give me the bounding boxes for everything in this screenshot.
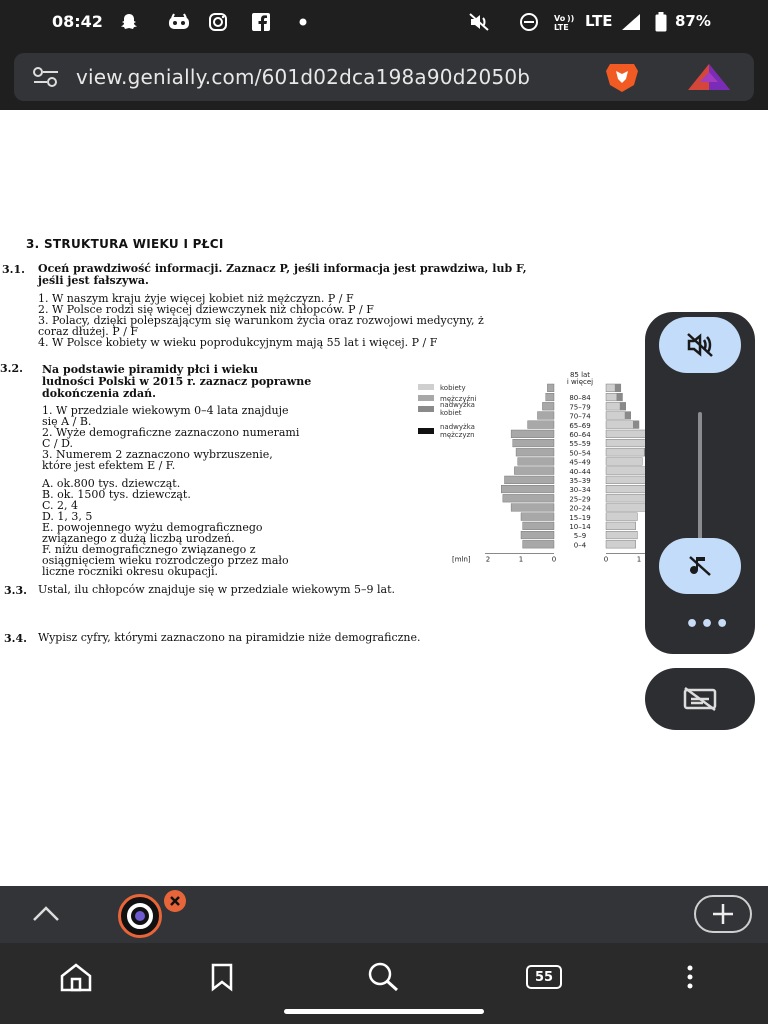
new-tab-button[interactable]: [694, 895, 752, 933]
bar-women: [606, 504, 647, 512]
bookmarks-button[interactable]: [198, 957, 246, 997]
axis-tick-label: 2: [485, 555, 491, 564]
bar-female-surplus: [620, 402, 626, 410]
music-off-icon: [687, 553, 713, 579]
age-label: 5–9: [573, 532, 587, 541]
svg-text:)): )): [567, 14, 575, 23]
tab-strip: [0, 886, 768, 943]
age-label: 0–4: [573, 541, 587, 550]
legend-label: mężczyźni: [440, 395, 477, 403]
bar-women: [606, 458, 642, 466]
close-icon: [169, 895, 181, 907]
bar-men: [514, 467, 554, 475]
status-bar: [0, 0, 768, 44]
live-caption-button[interactable]: [645, 668, 755, 730]
bar-men: [523, 540, 554, 548]
answer-option: B. ok. 1500 tys. dziewcząt.: [42, 488, 191, 501]
instagram-icon: [207, 11, 229, 33]
battery-level: 87%: [675, 12, 711, 30]
statement: 3. Polacy, dzięki polepszającym się warunkom życia oraz rozwojowi medycyny, ż: [38, 314, 484, 327]
game-controller-icon: [168, 11, 190, 33]
signal-icon: [620, 11, 642, 33]
browser-toolbar: [0, 44, 768, 110]
age-label: 15–19: [569, 513, 591, 522]
close-tab-button[interactable]: [164, 890, 186, 912]
legend-swatch: [418, 384, 434, 390]
statement: 2. Wyże demograficzne zaznaczono numerami: [42, 426, 300, 439]
legend-label: kobiet: [440, 409, 462, 417]
bar-men: [546, 393, 554, 401]
age-label: 50–54: [569, 449, 591, 458]
tab-favicon[interactable]: [118, 894, 162, 938]
snapchat-icon: [118, 11, 140, 33]
search-icon: [366, 961, 402, 993]
bar-female-surplus: [633, 421, 639, 429]
statement: C / D.: [42, 437, 74, 450]
clock: 08:42: [52, 12, 103, 31]
more-vertical-icon: [685, 964, 695, 990]
bar-women: [606, 513, 637, 521]
brave-shields-icon[interactable]: [602, 61, 642, 97]
question-number: 3.4.: [4, 632, 27, 645]
search-button[interactable]: [360, 957, 408, 997]
answer-option: osiągnięciem wieku rozrodczego przez mało: [42, 554, 289, 567]
bar-women: [606, 540, 636, 548]
age-label: 25–29: [569, 495, 591, 504]
bar-men: [542, 402, 554, 410]
top-age-label: i więcej: [566, 378, 594, 386]
bar-women: [606, 476, 650, 484]
question-number: 3.2.: [0, 362, 23, 375]
bar-female-surplus: [625, 412, 631, 420]
top-age-label: 85 lat: [569, 371, 591, 379]
age-label: 10–14: [569, 523, 591, 531]
question-prompt: ludności Polski w 2015 r. zaznacz poprawne: [42, 375, 312, 388]
legend-label: nadwyżka: [440, 401, 475, 409]
bar-women: [606, 494, 650, 502]
age-label: 40–44: [569, 467, 591, 476]
url-text[interactable]: view.genially.com/601d02dca198a90d2050b: [76, 65, 531, 89]
bar-women: [606, 531, 637, 539]
age-label: 20–24: [569, 504, 591, 513]
genially-icon: [121, 897, 159, 935]
facebook-icon: [250, 11, 272, 33]
bar-women: [606, 430, 650, 438]
bar-men: [505, 476, 555, 484]
answer-option: D. 1, 3, 5: [42, 510, 93, 523]
question-prompt: jeśli jest fałszywa.: [38, 274, 149, 287]
legend-swatch: [418, 428, 434, 434]
tab-switcher-button[interactable]: [520, 957, 568, 997]
axis-unit: [mln]: [452, 555, 471, 564]
home-icon: [58, 961, 94, 993]
media-controls-panel: [645, 312, 755, 654]
age-label: 70–74: [569, 412, 591, 421]
more-options-button[interactable]: •••: [685, 612, 731, 637]
section-title: 3. STRUKTURA WIEKU I PŁCI: [26, 237, 224, 251]
legend-label: mężczyzn: [440, 431, 475, 439]
question-number: 3.1.: [2, 263, 25, 276]
axis-tick-label: 0: [551, 555, 557, 564]
bar-men: [511, 430, 554, 438]
bar-men: [547, 384, 554, 392]
statement: które jest efektem E / F.: [42, 459, 176, 472]
bar-men: [521, 513, 554, 521]
age-label: 65–69: [569, 421, 591, 430]
caption-off-icon: [682, 686, 718, 712]
volte-icon: [552, 11, 580, 33]
answer-option: E. powojennego wyżu demograficznego: [42, 521, 263, 534]
battery-icon: [650, 11, 672, 33]
answer-option: związanego z dużą liczbą urodzeń.: [42, 532, 235, 545]
question-prompt: dokończenia zdań.: [42, 387, 156, 400]
legend-label: nadwyżka: [440, 423, 475, 431]
legend-swatch: [418, 406, 434, 412]
statement: 1. W przedziale wiekowym 0–4 lata znajduje: [42, 404, 289, 417]
home-button[interactable]: [52, 957, 100, 997]
svg-text:Vo: Vo: [554, 14, 566, 23]
volume-slider-thumb[interactable]: [659, 538, 741, 594]
mute-toggle-button[interactable]: [659, 317, 741, 373]
answer-option: F. niżu demograficznego związanego z: [42, 543, 256, 556]
question-text: Wypisz cyfry, którymi zaznaczono na piramidzie niże demograficzne.: [38, 631, 421, 644]
bar-female-surplus: [615, 384, 621, 392]
legend-swatch: [418, 395, 434, 401]
chevron-up-icon[interactable]: [32, 904, 60, 928]
age-label: 55–59: [569, 440, 591, 449]
bar-women: [606, 467, 646, 475]
bar-men: [518, 458, 554, 466]
age-label: 60–64: [569, 431, 591, 439]
statement: 3. Numerem 2 zaznaczono wybrzuszenie,: [42, 448, 273, 461]
question-prompt: Na podstawie piramidy płci i wieku: [42, 363, 259, 376]
age-label: 35–39: [569, 477, 591, 485]
question-number: 3.3.: [4, 584, 27, 597]
age-label: 45–49: [569, 458, 591, 467]
age-label: 75–79: [569, 403, 591, 412]
address-bar[interactable]: [14, 53, 754, 101]
axis-tick-label: 1: [518, 555, 524, 564]
brave-rewards-icon[interactable]: [686, 62, 732, 96]
bar-men: [513, 439, 554, 447]
statement: 4. W Polsce kobiety w wieku poprodukcyjnym mają 55 lat i więcej. P / F: [38, 336, 438, 349]
bar-female-surplus: [617, 393, 623, 401]
mute-icon: [468, 11, 490, 33]
bar-men: [521, 531, 554, 539]
volume-off-icon: [685, 332, 715, 358]
menu-button[interactable]: [666, 957, 714, 997]
bar-men: [516, 448, 554, 456]
question-text: Ustal, ilu chłopców znajduje się w przedziale wiekowym 5–9 lat.: [38, 583, 395, 596]
bar-women: [606, 485, 650, 493]
notification-dot-icon: [292, 11, 314, 33]
population-pyramid: [410, 371, 650, 564]
plus-icon: [710, 901, 736, 927]
tab-count: 55: [526, 965, 562, 989]
network-type: LTE: [585, 12, 613, 30]
axis-tick-label: 0: [603, 555, 609, 564]
bar-women: [606, 448, 646, 456]
bar-women: [606, 522, 636, 530]
legend-label: kobiety: [440, 384, 466, 392]
bar-men: [501, 485, 554, 493]
bar-men: [538, 412, 555, 420]
statement: coraz dłużej. P / F: [38, 325, 139, 338]
site-settings-icon[interactable]: [32, 66, 60, 92]
bar-men: [528, 421, 554, 429]
bookmark-icon: [209, 962, 235, 992]
svg-text:LTE: LTE: [554, 23, 569, 32]
bar-women: [606, 439, 650, 447]
bar-men: [511, 504, 554, 512]
statement: się A / B.: [42, 415, 92, 428]
answer-option: C. 2, 4: [42, 499, 79, 512]
gesture-home-bar: [284, 1009, 484, 1014]
bottom-navigation: [0, 943, 768, 1024]
age-label: 80–84: [569, 394, 591, 403]
do-not-disturb-icon: [518, 11, 540, 33]
axis-tick-label: 1: [636, 555, 642, 564]
answer-option: A. ok.800 tys. dziewcząt.: [42, 477, 181, 490]
age-label: 30–34: [569, 486, 591, 495]
answer-option: liczne roczniki okresu okupacji.: [42, 565, 219, 578]
bar-men: [523, 522, 554, 530]
bar-men: [503, 494, 554, 502]
statement: 2. W Polsce rodzi się więcej dziewczynek niż chłopców. P / F: [38, 303, 374, 316]
question-prompt: Oceń prawdziwość informacji. Zaznacz P, jeśli informacja jest prawdziwa, lub F,: [38, 262, 527, 275]
statement: 1. W naszym kraju żyje więcej kobiet niż mężczyzn. P / F: [38, 292, 354, 305]
